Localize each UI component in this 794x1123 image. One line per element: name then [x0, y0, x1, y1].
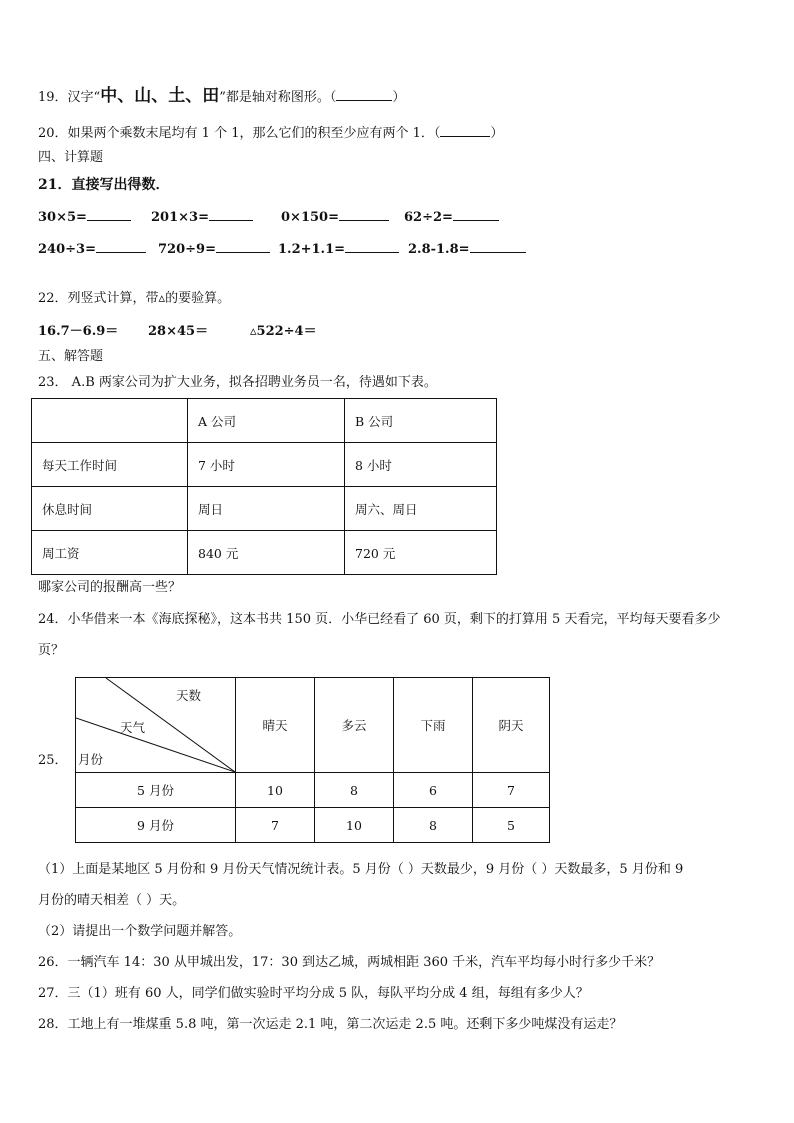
answer-blank[interactable] — [87, 206, 131, 221]
table-row — [32, 531, 497, 575]
answer-blank[interactable] — [345, 238, 399, 253]
table-header-cell: B 公司 — [345, 399, 497, 443]
corner-label-weather: 天气 — [120, 720, 146, 735]
question-23-intro: 23． A.B 两家公司为扩大业务，拟各招聘业务员一名，待遇如下表。 — [38, 375, 437, 390]
question-22-title: 22．列竖式计算，带▵的要验算。 — [38, 291, 231, 306]
table-cell: 休息时间 — [32, 487, 188, 531]
table-cell: 周日 — [188, 487, 345, 531]
answer-blank[interactable] — [470, 238, 526, 253]
vertical-calc-row — [38, 320, 438, 340]
table-cell: 8 — [315, 773, 394, 808]
corner-label-month: 月份 — [78, 752, 104, 767]
table-cell: 8 — [394, 808, 473, 843]
answer-blank[interactable] — [339, 206, 389, 221]
symmetric-char: 山 — [134, 86, 152, 106]
question-21-title: 21．直接写出得数． — [38, 177, 170, 193]
symmetric-char: 中 — [100, 86, 118, 106]
table-cell: 10 — [236, 773, 315, 808]
table-header-cell: 多云 — [315, 678, 394, 773]
answer-blank[interactable] — [453, 206, 499, 221]
table-header-cell: 阴天 — [473, 678, 550, 773]
calc-row-1 — [38, 206, 758, 226]
question-28: 28．工地上有一堆煤重 5.8 吨，第一次运走 2.1 吨，第二次运走 2.5 吨。还剩下多少吨煤没有运走？ — [38, 1017, 623, 1032]
table-cell: 8 小时 — [345, 443, 497, 487]
calc-row-2 — [38, 238, 758, 258]
symmetric-char: 土 — [168, 86, 186, 106]
calc-item: 240÷3= — [38, 238, 146, 257]
answer-blank[interactable] — [440, 122, 490, 137]
table-header-cell: A 公司 — [188, 399, 345, 443]
calc-item: 0×150= — [281, 206, 389, 225]
table-cell: 周六、周日 — [345, 487, 497, 531]
answer-blank[interactable] — [209, 206, 253, 221]
calc-item: 2.8-1.8= — [408, 238, 526, 257]
calc-item: 30×5= — [38, 206, 131, 225]
question-25-part2: （2）请提出一个数学问题并解答。 — [38, 924, 242, 939]
vertical-calc-item: 16.7－6.9＝ — [38, 324, 119, 339]
question-26: 26．一辆汽车 14：30 从甲城出发，17：30 到达乙城，两城相距 360 千米，汽车平均每小时行多少千米？ — [38, 955, 661, 970]
question-25-part1-line2: 月份的晴天相差（ ）天。 — [38, 893, 186, 908]
table-row — [32, 487, 497, 531]
answer-blank[interactable] — [336, 86, 392, 101]
table-header-row — [76, 678, 550, 773]
question-27: 27．三（1）班有 60 人，同学们做实验时平均分成 5 队，每队平均分成 4 组，每组有多少人？ — [38, 986, 589, 1001]
question-20: 20．如果两个乘数末尾均有 1 个 1，那么它们的积至少应有两个 1．（ ） — [38, 122, 503, 144]
question-19: 19．汉字“中、山、土、田”都是轴对称图形。（ ） — [38, 86, 406, 106]
table-cell: 每天工作时间 — [32, 443, 188, 487]
section-heading-4: 四、计算题 — [38, 150, 104, 165]
table-cell: 7 — [473, 773, 550, 808]
table-cell: 10 — [315, 808, 394, 843]
symmetric-char: 田 — [202, 86, 220, 106]
table-header-row — [32, 399, 497, 443]
diagonal-header-cell — [76, 678, 236, 773]
vertical-calc-item: 28×45＝ — [148, 324, 209, 339]
table-cell: 9 月份 — [76, 808, 236, 843]
calc-item: 201×3= — [151, 206, 253, 225]
answer-blank[interactable] — [216, 238, 270, 253]
table-header-cell: 下雨 — [394, 678, 473, 773]
corner-label-days: 天数 — [176, 688, 202, 703]
table-cell — [32, 399, 188, 443]
calc-item: 1.2+1.1= — [278, 238, 399, 257]
company-table — [31, 398, 497, 575]
table-cell: 7 小时 — [188, 443, 345, 487]
table-cell: 5 — [473, 808, 550, 843]
table-row — [76, 773, 550, 808]
table-cell: 5 月份 — [76, 773, 236, 808]
table-cell: 7 — [236, 808, 315, 843]
weather-table — [75, 677, 550, 843]
question-25-part1-line1: （1）上面是某地区 5 月份和 9 月份天气情况统计表。5 月份（ ）天数最少，9 月份（ ）天数最多，5 月份和 9 — [38, 862, 684, 877]
table-cell: 周工资 — [32, 531, 188, 575]
calc-item: 720÷9= — [158, 238, 270, 257]
table-row — [32, 443, 497, 487]
table-cell: 840 元 — [188, 531, 345, 575]
table-cell: 6 — [394, 773, 473, 808]
question-24-line1: 24．小华借来一本《海底探秘》，这本书共 150 页．小华已经看了 60 页，剩下的打算用 5 天看完，平均每天要看多少 — [38, 612, 721, 627]
table-header-cell: 晴天 — [236, 678, 315, 773]
section-heading-5: 五、解答题 — [38, 349, 104, 364]
question-23-ask: 哪家公司的报酬高一些？ — [38, 580, 182, 595]
answer-blank[interactable] — [96, 238, 146, 253]
table-cell: 720 元 — [345, 531, 497, 575]
question-24-line2: 页？ — [38, 643, 65, 658]
question-25-number: 25． — [38, 753, 68, 768]
calc-item: 62÷2= — [404, 206, 499, 225]
table-row — [76, 808, 550, 843]
vertical-calc-item: ▵522÷4＝ — [250, 324, 317, 339]
